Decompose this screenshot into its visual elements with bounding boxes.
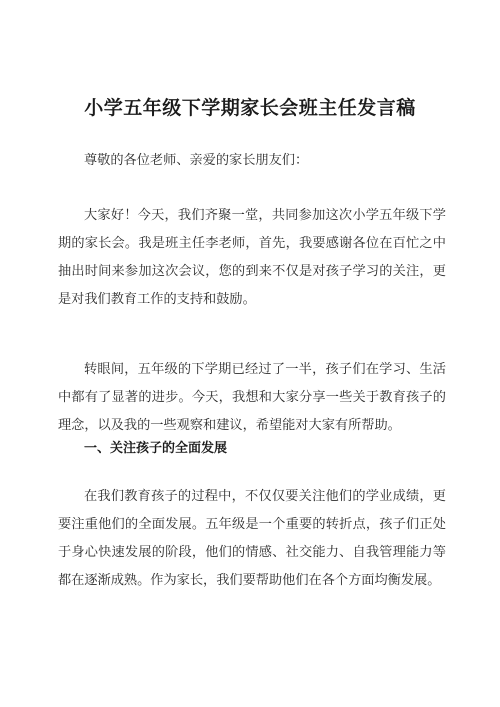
document-title: 小学五年级下学期家长会班主任发言稿 — [84, 97, 416, 119]
section-heading: 一、关注孩子的全面发展 — [84, 441, 228, 456]
paragraph-intro: 转眼间，五年级的下学期已经过了一半，孩子们在学习、生活中都有了显著的进步。今天，我想和大家分享一些关于教育孩子的理念，以及我的一些观察和建议，希望能对大家有所帮助。 — [58, 362, 446, 433]
paragraph-section-one: 在我们教育孩子的过程中，不仅仅要关注他们的学业成绩，更要注重他们的全面发展。五年级是一个重要的转折点，孩子们正处于身心快速发展的阶段，他们的情感、社交能力、自我管理能力等都在逐渐成熟。作为家长，我们要帮助他们在各个方面均衡发展。 — [58, 489, 446, 588]
salutation: 尊敬的各位老师、亲爱的家长朋友们： — [84, 153, 309, 168]
paragraph-greeting: 大家好！今天，我们齐聚一堂，共同参加这次小学五年级下学期的家长会。我是班主任李老师，首先，我要感谢各位在百忙之中抽出时间来参加这次会议，您的到来不仅是对孩子学习的关注，更是对我们教育工作的支持和鼓励。 — [58, 208, 446, 307]
